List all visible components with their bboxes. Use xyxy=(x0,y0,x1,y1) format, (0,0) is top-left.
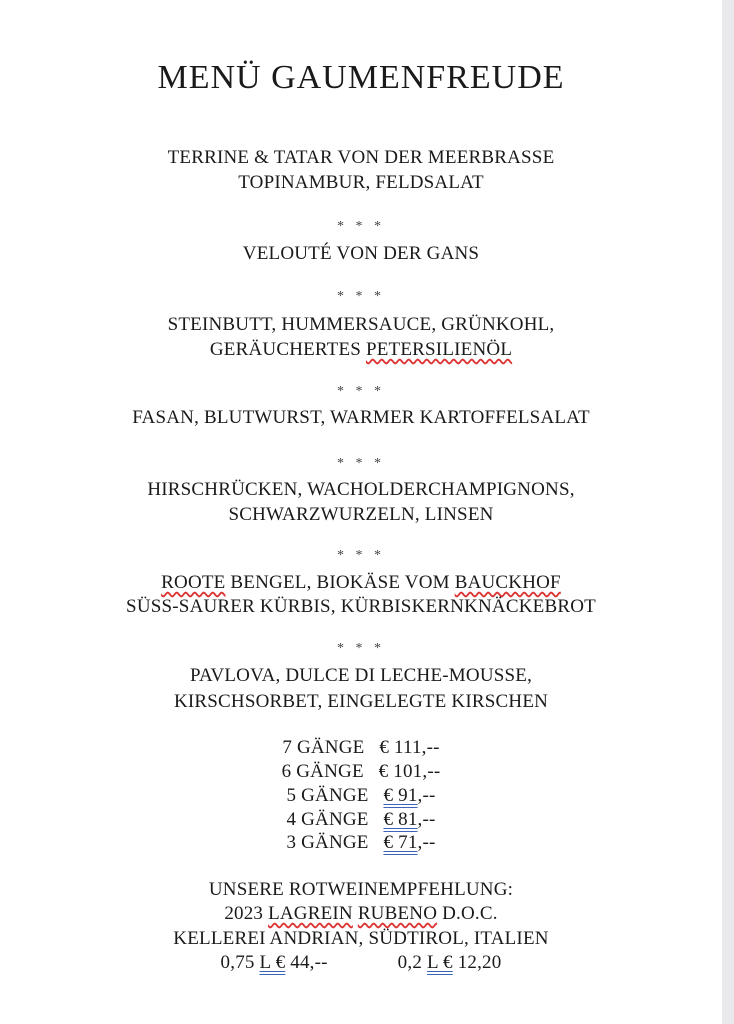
separator: * * * xyxy=(337,641,385,656)
price-row xyxy=(0,784,722,808)
page-edge xyxy=(722,0,734,1024)
course-3-line-1: STEINBUTT, HUMMERSAUCE, GRÜNKOHL, xyxy=(167,314,555,335)
price-label: 4 GÄNGE xyxy=(286,809,369,830)
glass-price: 12,20 xyxy=(452,952,502,973)
price-label: 6 GÄNGE xyxy=(281,761,364,782)
wine-prices xyxy=(0,951,722,975)
price-row xyxy=(0,808,722,832)
spellcheck-word[interactable]: PETERSILIENÖL xyxy=(365,339,513,360)
course-1-line-1: TERRINE & TATAR VON DER MEERBRASSE xyxy=(167,147,555,168)
spellcheck-word[interactable]: ROOTE xyxy=(161,572,226,593)
separator: * * * xyxy=(337,384,385,399)
course-7-line-2: KIRSCHSORBET, EINGELEGTE KIRSCHEN xyxy=(173,691,549,712)
grammar-flagged-price[interactable]: € 91 xyxy=(383,785,418,806)
bottle-size: 0,75 xyxy=(220,952,260,973)
course-7-line-1: PAVLOVA, DULCE DI LECHE-MOUSSE, xyxy=(189,665,533,686)
separator: * * * xyxy=(337,548,385,563)
course-5-line-2: SCHWARZWURZELN, LINSEN xyxy=(228,504,494,525)
bottle-price: 44,-- xyxy=(285,952,328,973)
price-suffix: ,-- xyxy=(417,785,436,806)
wine-year: 2023 xyxy=(224,903,269,924)
price-row xyxy=(0,831,722,855)
wine-heading: UNSERE ROTWEINEMPFEHLUNG: xyxy=(208,879,514,900)
price-value: € 101 xyxy=(378,761,423,782)
spellcheck-word[interactable]: RUBENO xyxy=(357,903,438,924)
price-label: 7 GÄNGE xyxy=(282,737,365,758)
course-1-line-2: TOPINAMBUR, FELDSALAT xyxy=(238,172,484,193)
price-value: € 111 xyxy=(379,737,422,758)
grammar-flagged-unit[interactable]: L € xyxy=(426,952,453,973)
course-3-line-2 xyxy=(0,338,722,362)
price-label: 3 GÄNGE xyxy=(286,832,369,853)
price-suffix: ,-- xyxy=(417,832,436,853)
price-row xyxy=(0,760,722,784)
price-suffix: ,-- xyxy=(422,761,441,782)
price-suffix: ,-- xyxy=(417,809,436,830)
wine-doc: D.O.C. xyxy=(437,903,498,924)
menu-title: MENÜ GAUMENFREUDE xyxy=(157,59,565,96)
wine-name xyxy=(0,902,722,926)
wine-producer: KELLEREI ANDRIAN, SÜDTIROL, ITALIEN xyxy=(173,928,549,949)
separator: * * * xyxy=(337,219,385,234)
price-suffix: ,-- xyxy=(421,737,440,758)
grammar-flagged-price[interactable]: € 81 xyxy=(383,809,418,830)
grammar-flagged-unit[interactable]: L € xyxy=(259,952,286,973)
grammar-flagged-price[interactable]: € 71 xyxy=(383,832,418,853)
spellcheck-word[interactable]: LAGREIN xyxy=(268,903,353,924)
price-row xyxy=(0,736,722,760)
text: GERÄUCHERTES xyxy=(209,339,366,360)
separator: * * * xyxy=(337,456,385,471)
separator: * * * xyxy=(337,289,385,304)
text: BENGEL, BIOKÄSE VOM xyxy=(225,572,455,593)
course-4: FASAN, BLUTWURST, WARMER KARTOFFELSALAT xyxy=(132,407,590,428)
course-6-line-1 xyxy=(0,571,722,595)
course-5-line-1: HIRSCHRÜCKEN, WACHOLDERCHAMPIGNONS, xyxy=(147,479,575,500)
course-6-line-2: SÜSS-SAURER KÜRBIS, KÜRBISKERNKNÄCKEBROT xyxy=(126,596,596,617)
spellcheck-word[interactable]: BAUCKHOF xyxy=(454,572,561,593)
price-label: 5 GÄNGE xyxy=(286,785,369,806)
glass-size: 0,2 xyxy=(397,952,427,973)
course-2: VELOUTÉ VON DER GANS xyxy=(242,243,480,264)
